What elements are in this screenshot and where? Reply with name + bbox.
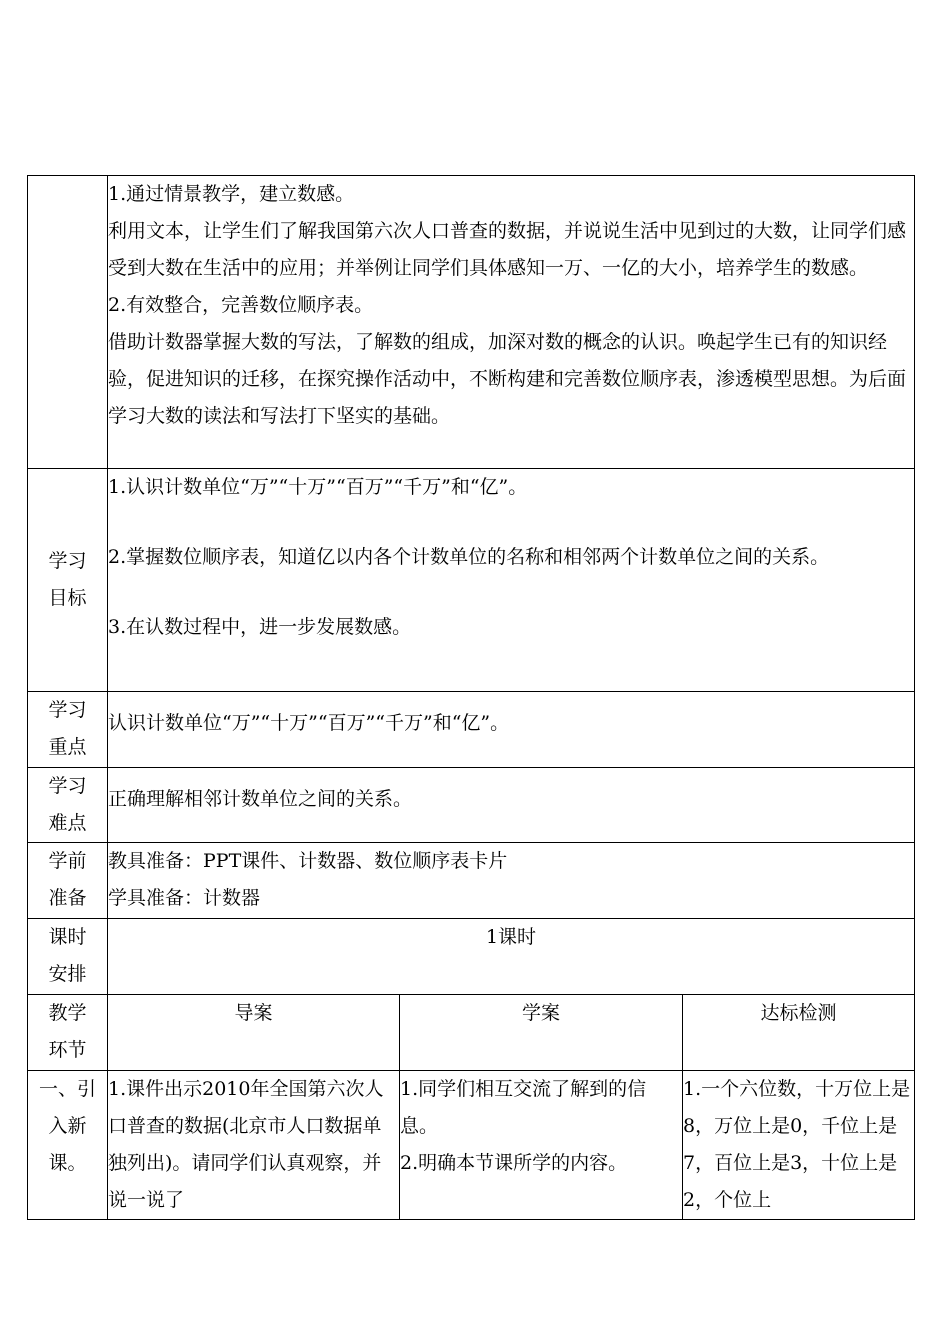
preparation-label-2: 准备 — [48, 887, 87, 909]
step-one-check-cell — [683, 1071, 915, 1220]
difficulty-label-cell — [28, 768, 108, 843]
step-one-guide-cell — [108, 1071, 400, 1220]
step-one-study-item-2: 2.明确本节课所学的内容。 — [400, 1152, 628, 1174]
difficulty-label-2: 难点 — [48, 812, 87, 834]
process-label-cell — [28, 995, 108, 1071]
step-one-label-2: 入新 — [48, 1115, 87, 1137]
preparation-label-1: 学前 — [48, 850, 87, 872]
key-point-text: 认识计数单位“万”“十万”“百万”“千万”和“亿”。 — [108, 712, 510, 734]
lesson-plan-table — [27, 175, 915, 1220]
step-one-label-cell — [28, 1071, 108, 1220]
schedule-value-cell — [108, 919, 915, 995]
intro-line-2: 利用文本，让学生们了解我国第六次人口普查的数据，并说说生活中见到过的大数，让同学们感受到大数在生活中的应用；并举例让同学们具体感知一万、一亿的大小，培养学生的数感。 — [108, 220, 907, 279]
preparation-label-cell — [28, 843, 108, 919]
preparation-row — [28, 843, 915, 919]
step-one-study-item-1: 1.同学们相互交流了解到的信息。 — [400, 1078, 647, 1137]
intro-line-3: 2.有效整合，完善数位顺序表。 — [108, 294, 374, 316]
check-column-title: 达标检测 — [760, 1002, 837, 1024]
process-label-1: 教学 — [48, 1002, 87, 1024]
step-one-row — [28, 1071, 915, 1220]
objectives-label-1: 学习 — [48, 550, 87, 572]
objectives-label-2: 目标 — [48, 587, 87, 609]
step-one-guide-text: 1.课件出示2010年全国第六次人口普查的数据(北京市人口数据单独列出)。请同学们认真观察，并说一说了 — [108, 1078, 384, 1211]
schedule-value: 1课时 — [485, 926, 537, 948]
objectives-content-cell — [108, 469, 915, 692]
process-label-2: 环节 — [48, 1039, 87, 1061]
key-point-content-cell — [108, 692, 915, 768]
intro-content-cell — [108, 176, 915, 469]
key-point-label-cell — [28, 692, 108, 768]
objectives-label-cell — [28, 469, 108, 692]
step-one-study-cell — [400, 1071, 683, 1220]
intro-label-cell — [28, 176, 108, 469]
objective-spacer — [108, 576, 914, 609]
difficulty-row — [28, 768, 915, 843]
objective-item-1: 1.认识计数单位“万”“十万”“百万”“千万”和“亿”。 — [108, 476, 528, 498]
guide-column-title: 导案 — [234, 1002, 273, 1024]
preparation-student: 学具准备：计数器 — [108, 887, 261, 909]
schedule-label-cell — [28, 919, 108, 995]
difficulty-content-cell — [108, 768, 915, 843]
schedule-row — [28, 919, 915, 995]
step-one-check-text: 1.一个六位数，十万位上是8，万位上是0，千位上是7，百位上是3，十位上是2，个位上 — [683, 1078, 911, 1211]
objective-item-3: 3.在认数过程中，进一步发展数感。 — [108, 616, 412, 638]
step-one-label-3: 课。 — [48, 1152, 87, 1174]
preparation-teacher: 教具准备：PPT课件、计数器、数位顺序表卡片 — [108, 850, 508, 872]
objectives-row — [28, 469, 915, 692]
study-column-title: 学案 — [521, 1002, 560, 1024]
difficulty-text: 正确理解相邻计数单位之间的关系。 — [108, 788, 413, 810]
difficulty-label-1: 学习 — [48, 775, 87, 797]
key-point-row — [28, 692, 915, 768]
preparation-content-cell — [108, 843, 915, 919]
intro-row — [28, 176, 915, 469]
guide-column-header — [108, 995, 400, 1071]
schedule-label-1: 课时 — [48, 926, 87, 948]
study-column-header — [400, 995, 683, 1071]
step-one-label-1: 一、引 — [38, 1078, 96, 1100]
check-column-header — [683, 995, 915, 1071]
objective-spacer — [108, 506, 914, 539]
key-point-label-2: 重点 — [48, 736, 87, 758]
intro-line-1: 1.通过情景教学，建立数感。 — [108, 183, 355, 205]
intro-line-4: 借助计数器掌握大数的写法，了解数的组成，加深对数的概念的认识。唤起学生已有的知识经验，促进知识的迁移，在探究操作活动中，不断构建和完善数位顺序表，渗透模型思想。为后面学习大数的读法和写法打下坚实的基础。 — [108, 331, 907, 427]
process-header-row — [28, 995, 915, 1071]
schedule-label-2: 安排 — [48, 963, 87, 985]
objective-item-2: 2.掌握数位顺序表，知道亿以内各个计数单位的名称和相邻两个计数单位之间的关系。 — [108, 546, 830, 568]
key-point-label-1: 学习 — [48, 699, 87, 721]
